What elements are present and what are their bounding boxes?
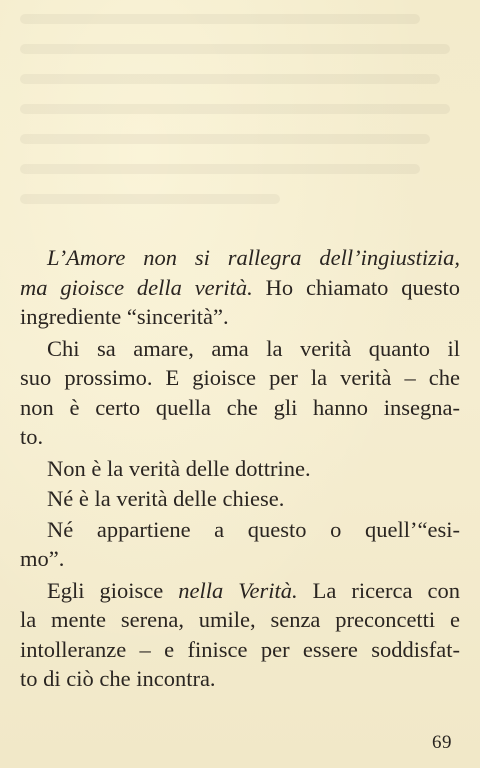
text-line: Né appartiene a questo o quell’“esi- <box>47 516 460 542</box>
text-line: la mente serena, umile, senza preconcetti e <box>20 607 460 632</box>
text-line <box>20 576 460 606</box>
text-line: suo prossimo. E gioisce per la verità – che <box>20 365 460 390</box>
bleed-through-shadow <box>0 0 480 240</box>
text-span: Egli gioisce <box>47 577 179 603</box>
text-line: mo”. <box>20 546 65 571</box>
page-number: 69 <box>432 732 452 753</box>
body-text <box>20 243 460 694</box>
text-line: to. <box>20 424 44 449</box>
text-line: Non è la verità delle dottrine. <box>47 455 311 481</box>
italic-phrase: nella Verità. <box>178 577 298 603</box>
paragraph-1 <box>20 243 460 332</box>
text-line: to di ciò che incontra. <box>20 666 216 691</box>
paragraph-4 <box>20 484 460 514</box>
text-line <box>20 273 460 303</box>
paragraph-5 <box>20 515 460 574</box>
paragraph-2 <box>20 334 460 452</box>
paragraph-6 <box>20 576 460 694</box>
text-line: intolleranze – e finisce per essere soddisfat- <box>20 636 460 662</box>
text-span: Ho chiamato questo <box>252 274 460 300</box>
text-line: Né è la verità delle chiese. <box>47 486 285 511</box>
text-line: ingrediente “sincerità”. <box>20 304 229 329</box>
text-line: Chi sa amare, ama la verità quanto il <box>47 335 460 361</box>
text-line: non è certo quella che gli hanno insegna- <box>20 394 460 420</box>
text-span: La ricerca con <box>297 577 460 603</box>
text-line: L’Amore non si rallegra dell’ingiustizia, <box>47 245 460 270</box>
paragraph-3 <box>20 454 460 484</box>
italic-phrase: ma gioisce della verità. <box>20 274 253 300</box>
